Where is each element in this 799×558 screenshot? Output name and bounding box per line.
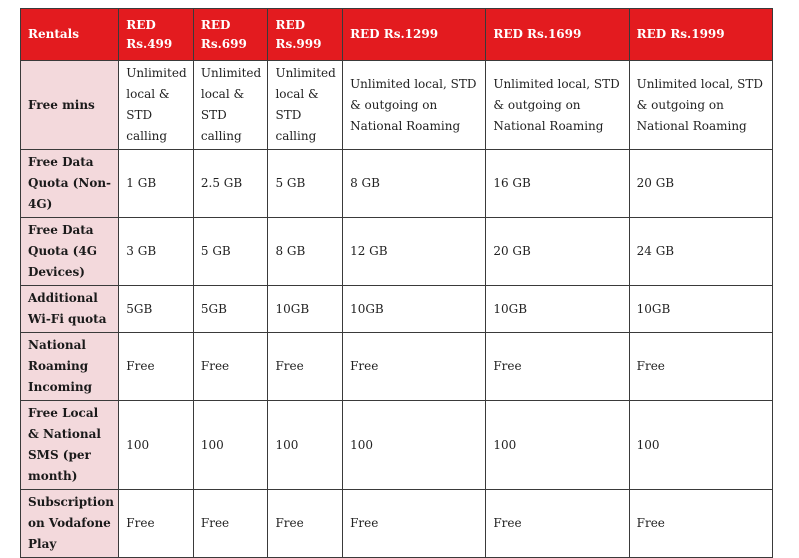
row-label-data-non-4g: Free Data Quota (Non-4G) bbox=[21, 150, 119, 218]
header-plan-1299: RED Rs.1299 bbox=[343, 9, 486, 61]
table-cell: Free bbox=[629, 490, 772, 558]
table-cell: 5GB bbox=[193, 286, 268, 333]
table-cell: Free bbox=[119, 490, 194, 558]
table-cell: Unlimited local, STD & outgoing on National Roaming bbox=[629, 61, 772, 150]
table-row bbox=[21, 333, 773, 401]
table-header-row bbox=[21, 9, 773, 61]
table-cell: 20 GB bbox=[486, 218, 629, 286]
row-label-vodafone-play: Subscription on Vodafone Play bbox=[21, 490, 119, 558]
table-cell: 100 bbox=[193, 401, 268, 490]
table-cell: Free bbox=[343, 333, 486, 401]
table-cell: Unlimited local, STD & outgoing on National Roaming bbox=[486, 61, 629, 150]
header-plan-1999: RED Rs.1999 bbox=[629, 9, 772, 61]
header-rentals: Rentals bbox=[21, 9, 119, 61]
table-cell: Free bbox=[486, 490, 629, 558]
table-cell: 8 GB bbox=[268, 218, 343, 286]
header-plan-999: RED Rs.999 bbox=[268, 9, 343, 61]
row-label-free-sms: Free Local & National SMS (per month) bbox=[21, 401, 119, 490]
header-plan-699: RED Rs.699 bbox=[193, 9, 268, 61]
table-row bbox=[21, 218, 773, 286]
table-cell: Unlimited local & STD calling bbox=[193, 61, 268, 150]
row-label-data-4g: Free Data Quota (4G Devices) bbox=[21, 218, 119, 286]
table-cell: Free bbox=[629, 333, 772, 401]
table-row bbox=[21, 490, 773, 558]
table-cell: 20 GB bbox=[629, 150, 772, 218]
table-row bbox=[21, 401, 773, 490]
table-cell: 100 bbox=[629, 401, 772, 490]
table-cell: Free bbox=[119, 333, 194, 401]
table-cell: Unlimited local, STD & outgoing on National Roaming bbox=[343, 61, 486, 150]
table-cell: 5 GB bbox=[268, 150, 343, 218]
table-cell: 10GB bbox=[268, 286, 343, 333]
table-cell: 5 GB bbox=[193, 218, 268, 286]
table-cell: 3 GB bbox=[119, 218, 194, 286]
table-cell: 5GB bbox=[119, 286, 194, 333]
table-cell: 1 GB bbox=[119, 150, 194, 218]
table-row bbox=[21, 61, 773, 150]
rental-plans-table bbox=[20, 8, 773, 558]
header-plan-499: RED Rs.499 bbox=[119, 9, 194, 61]
table-cell: 10GB bbox=[629, 286, 772, 333]
table-cell: 100 bbox=[268, 401, 343, 490]
table-cell: 100 bbox=[119, 401, 194, 490]
row-label-roaming-incoming: National Roaming Incoming bbox=[21, 333, 119, 401]
table-cell: 16 GB bbox=[486, 150, 629, 218]
table-row bbox=[21, 286, 773, 333]
table-cell: Unlimited local & STD calling bbox=[119, 61, 194, 150]
table-cell: 12 GB bbox=[343, 218, 486, 286]
row-label-free-mins: Free mins bbox=[21, 61, 119, 150]
table-cell: 100 bbox=[486, 401, 629, 490]
table-cell: Free bbox=[193, 333, 268, 401]
table-cell: Free bbox=[486, 333, 629, 401]
table-cell: Free bbox=[193, 490, 268, 558]
table-cell: Free bbox=[268, 490, 343, 558]
table-cell: 24 GB bbox=[629, 218, 772, 286]
table-cell: 10GB bbox=[343, 286, 486, 333]
table-cell: 10GB bbox=[486, 286, 629, 333]
table-cell: Free bbox=[268, 333, 343, 401]
table-cell: Unlimited local & STD calling bbox=[268, 61, 343, 150]
header-plan-1699: RED Rs.1699 bbox=[486, 9, 629, 61]
table-cell: 100 bbox=[343, 401, 486, 490]
table-cell: Free bbox=[343, 490, 486, 558]
row-label-wifi-quota: Additional Wi-Fi quota bbox=[21, 286, 119, 333]
table-cell: 2.5 GB bbox=[193, 150, 268, 218]
table-row bbox=[21, 150, 773, 218]
table-cell: 8 GB bbox=[343, 150, 486, 218]
